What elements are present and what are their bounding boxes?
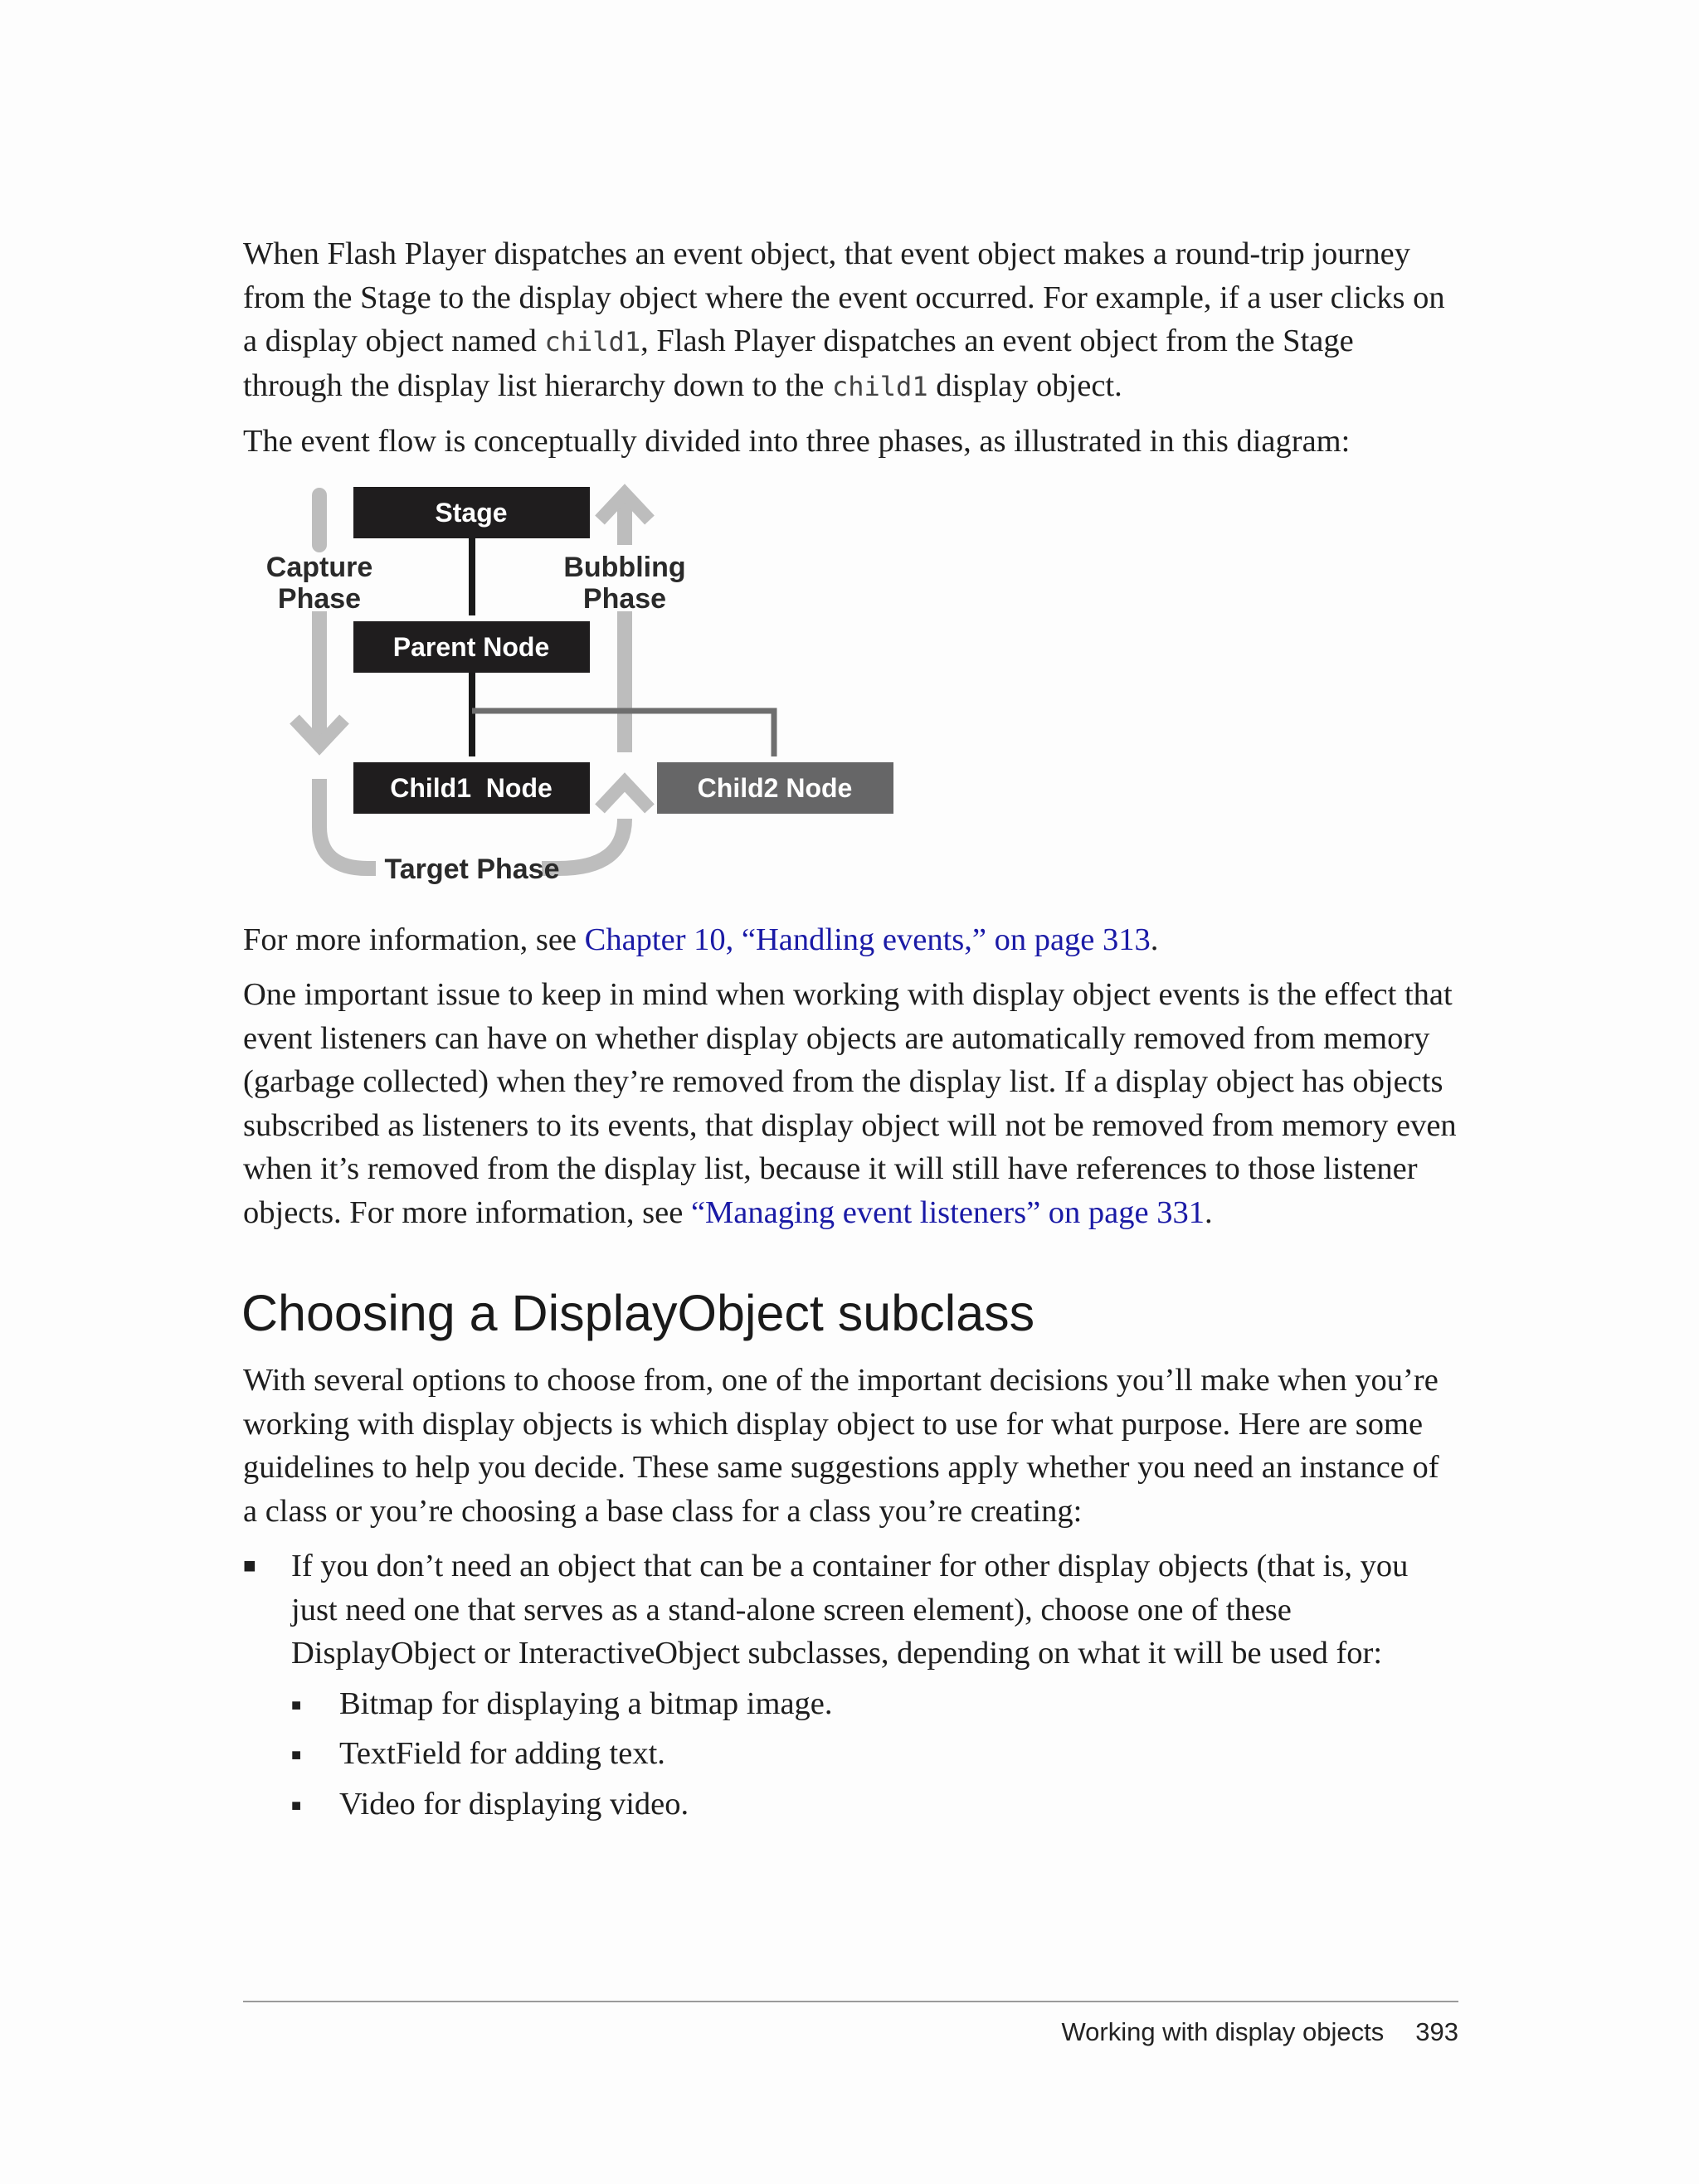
child2-node-label: Child2 Node — [697, 772, 853, 803]
child1-node-label: Child1 Node — [390, 772, 553, 803]
list-item: ■ Bitmap for displaying a bitmap image. — [291, 1682, 1458, 1726]
page-content — [243, 232, 1458, 1832]
capture-phase-label-1: Capture — [265, 551, 373, 583]
section-intro: With several options to choose from, one of the important decisions you’ll make when you’re working with display objects is which display object to use for what purpose. Here are some guidelines to help you decide. These same suggestions apply whether you need an instance of a class or you’re choosing a base class for a class you’re creating: — [243, 1363, 1439, 1529]
more-info-prefix: For more information, see — [243, 922, 585, 957]
code-child1: child1 — [544, 326, 641, 358]
target-phase-label: Target Phase — [384, 853, 560, 885]
list-item — [243, 1544, 1458, 1826]
event-flow-paragraph: The event flow is conceptually divided into three phases, as illustrated in this diagram: — [243, 424, 1351, 459]
list-item: ■ Video for displaying video. — [291, 1783, 1458, 1826]
intro-text-b: , Flash Player dispatches an event object from the Stage through the display list hierarchy down to the — [243, 323, 1354, 403]
bullet-text: If you don’t need an object that can be a container for other display objects (that is, you just need one that serves as a stand-alone screen element), choose one of these DisplayObject or InteractiveObject subclasses, depending on what it will be used for: — [291, 1549, 1409, 1671]
more-info-suffix: . — [1150, 922, 1159, 957]
footer-title: Working with display objects — [1061, 2017, 1385, 2046]
listeners-paragraph — [243, 973, 1458, 1234]
list-item: ■ TextField for adding text. — [291, 1732, 1458, 1776]
code-child1-second: child1 — [831, 370, 928, 402]
stage-node-label: Stage — [435, 497, 508, 528]
bubbling-phase-label-1: Bubbling — [563, 551, 686, 583]
footer-text — [1061, 2017, 1458, 2047]
event-flow-diagram — [243, 479, 1458, 910]
handling-events-link[interactable]: Chapter 10, “Handling events,” on page 313 — [584, 922, 1151, 957]
parent-node-label: Parent Node — [392, 631, 550, 662]
section-heading: Choosing a DisplayObject subclass — [241, 1285, 1035, 1341]
listeners-suffix: . — [1204, 1194, 1213, 1230]
intro-text-c: display object. — [927, 367, 1122, 403]
event-flow-svg — [243, 479, 1156, 910]
page-number: 393 — [1415, 2017, 1458, 2046]
listeners-text: One important issue to keep in mind when working with display object events is the effect that event listeners can have on whether display objects are automatically removed from memory (garbage collected) when they’re removed from the display list. If a display object has objects subscribed as listeners to its events, that display object will not be removed from memory even when it’s removed from the display list, because it will still have references to those listener objects. For more information, see — [243, 977, 1457, 1230]
intro-text-a: When Flash Player dispatches an event object, that event object makes a round-trip journey from the Stage to the display object where the event occurred. For example, if a user clicks on a display object named — [243, 236, 1445, 358]
capture-phase-label-2: Phase — [277, 582, 362, 615]
sub-list — [291, 1682, 1458, 1826]
managing-listeners-link[interactable]: “Managing event listeners” on page 331 — [690, 1194, 1205, 1230]
page-footer — [243, 2001, 1458, 2046]
bubbling-phase-label-2: Phase — [582, 582, 667, 615]
target-arrow-head — [600, 782, 650, 809]
intro-paragraph — [243, 232, 1458, 408]
guideline-list — [243, 1544, 1458, 1826]
more-info-paragraph — [243, 918, 1458, 962]
